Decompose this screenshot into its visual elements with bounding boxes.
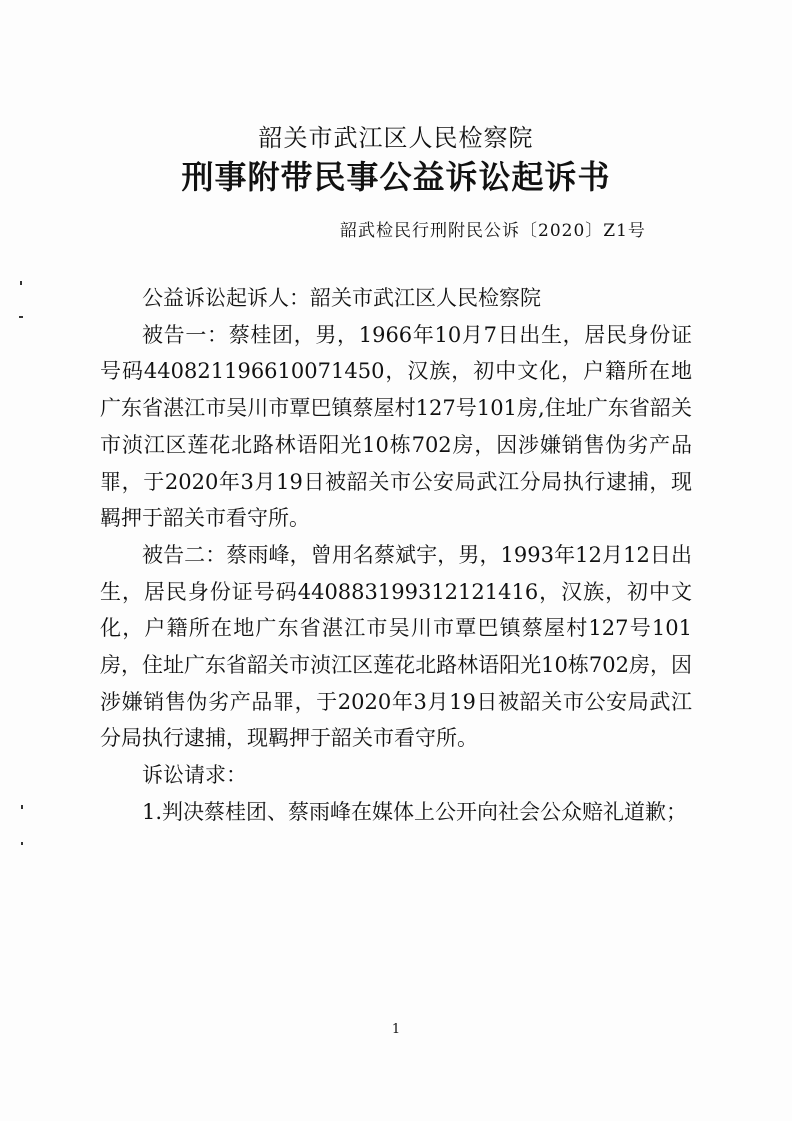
scan-mark bbox=[21, 805, 23, 809]
organization-title: 韶关市武江区人民检察院 bbox=[258, 124, 534, 152]
document-body bbox=[100, 280, 692, 831]
claims-heading: 诉讼请求： bbox=[142, 763, 247, 788]
document-number: 韶武检民行刑附民公诉〔2020〕Z1号 bbox=[340, 221, 646, 241]
page-number: 1 bbox=[391, 1022, 401, 1037]
scan-mark bbox=[20, 281, 22, 285]
defendant-two-paragraph: 被告二：蔡雨峰，曾用名蔡斌宇，男，1993年12月12日出生，居民身份证号码440883199312121416，汉族，初中文化，户籍所在地广东省湛江市吴川市覃巴镇蔡屋村127号101房，住址广东省韶关市浈江区莲花北路林语阳光10栋702房，因涉嫌销售伪劣产品罪，于2020年3月19日被韶关市公安局武江分局执行逮捕，现羁押于韶关市看守所。 bbox=[100, 542, 692, 751]
claim-item-1: 1.判决蔡桂团、蔡雨峰在媒体上公开向社会公众赔礼道歉； bbox=[142, 799, 688, 824]
scan-mark bbox=[19, 316, 23, 318]
defendant-one-paragraph: 被告一：蔡桂团，男，1966年10月7日出生，居民身份证号码440821196610071450，汉族，初中文化，户籍所在地广东省湛江市吴川市覃巴镇蔡屋村127号101房,住址广东省韶关市浈江区莲花北路林语阳光10栋702房，因涉嫌销售伪劣产品罪，于2020年3月19日被韶关市公安局武江分局执行逮捕，现羁押于韶关市看守所。 bbox=[100, 322, 692, 531]
plaintiff-paragraph: 公益诉讼起诉人：韶关市武江区人民检察院 bbox=[142, 286, 541, 310]
document-title: 刑事附带民事公益诉讼起诉书 bbox=[181, 158, 611, 196]
scan-mark bbox=[21, 842, 23, 845]
